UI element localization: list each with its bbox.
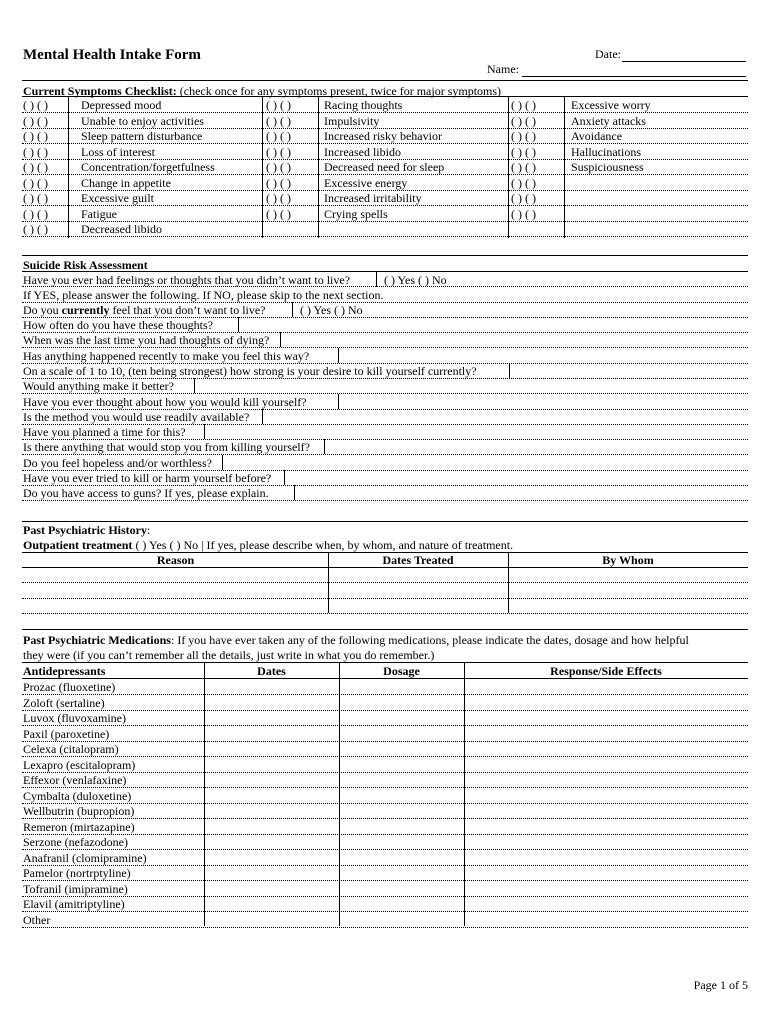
medication-dosage-field[interactable] xyxy=(340,696,463,710)
medications-intro-row xyxy=(23,633,689,647)
medication-dosage-field[interactable] xyxy=(340,711,463,725)
cell-divider xyxy=(339,662,340,926)
col-antidepressants: Antidepressants xyxy=(23,664,106,678)
medication-dates-field[interactable] xyxy=(205,804,338,818)
suicide-question: Would anything make it better? xyxy=(23,379,174,394)
medication-dates-field[interactable] xyxy=(205,835,338,849)
suicide-q1-answer[interactable]: ( ) Yes ( ) No xyxy=(384,273,447,287)
date-field[interactable] xyxy=(622,61,746,62)
cell-divider xyxy=(324,439,325,454)
medication-name: Elavil (amitriptyline) xyxy=(23,897,125,911)
suicide-question: How often do you have these thoughts? xyxy=(23,318,213,332)
medication-dates-field[interactable] xyxy=(205,727,338,741)
suicide-answer-field[interactable] xyxy=(224,455,748,469)
divider xyxy=(22,500,748,501)
symptom-label: Sleep pattern disturbance xyxy=(81,129,203,143)
medication-response-field[interactable] xyxy=(465,696,747,710)
symptom-checkbox[interactable]: ( ) ( ) xyxy=(23,113,48,128)
symptom-label: Increased risky behavior xyxy=(324,129,442,143)
medication-name: Effexor (venlafaxine) xyxy=(23,773,127,787)
medication-response-field[interactable] xyxy=(465,742,747,756)
suicide-answer-field[interactable] xyxy=(340,394,748,408)
suicide-question: Is the method you would use readily available? xyxy=(23,409,250,424)
medication-response-field[interactable] xyxy=(465,882,747,896)
symptom-checkbox[interactable]: ( ) ( ) xyxy=(511,144,536,159)
name-field[interactable] xyxy=(522,76,746,77)
medication-name: Paxil (paroxetine) xyxy=(23,726,110,741)
col-med-dates: Dates xyxy=(257,664,286,678)
cell-divider xyxy=(294,485,295,500)
cell-divider xyxy=(262,96,263,238)
symptoms-instruction: (check once for any symptoms present, twice for major symptoms) xyxy=(179,84,502,98)
medication-dosage-field[interactable] xyxy=(340,789,463,803)
cell-divider xyxy=(280,332,281,347)
divider xyxy=(22,236,748,237)
medications-heading: Past Psychiatric Medications xyxy=(23,633,171,647)
symptom-label: Impulsivity xyxy=(324,113,380,128)
symptom-label: Fatigue xyxy=(81,206,117,221)
symptom-checkbox[interactable]: ( ) ( ) xyxy=(23,144,48,159)
medication-name: Pamelor (nortrptyline) xyxy=(23,866,131,880)
suicide-heading: Suicide Risk Assessment xyxy=(23,258,148,272)
medication-name: Wellbutrin (bupropion) xyxy=(23,804,135,818)
medication-response-field[interactable] xyxy=(465,680,747,694)
col-response: Response/Side Effects xyxy=(550,664,662,678)
medication-dosage-field[interactable] xyxy=(340,897,463,911)
medication-name: Lexapro (escitalopram) xyxy=(23,757,136,772)
symptom-checkbox[interactable]: ( ) ( ) xyxy=(511,175,536,190)
medication-response-field[interactable] xyxy=(465,913,747,927)
divider xyxy=(22,271,748,272)
outpatient-row xyxy=(23,538,513,552)
medication-dates-field[interactable] xyxy=(205,742,338,756)
cell-divider xyxy=(318,96,319,238)
suicide-answer-field[interactable] xyxy=(206,424,748,438)
suicide-question: Do you have access to guns? If yes, please explain. xyxy=(23,486,269,501)
symptom-checkbox[interactable]: ( ) ( ) xyxy=(23,175,48,190)
symptom-checkbox[interactable]: ( ) ( ) xyxy=(266,113,291,128)
divider xyxy=(22,255,748,256)
form-title: Mental Health Intake Form xyxy=(23,47,201,63)
divider xyxy=(22,678,748,679)
cell-divider xyxy=(204,424,205,439)
suicide-answer-field[interactable] xyxy=(282,332,748,346)
medication-response-field[interactable] xyxy=(465,804,747,818)
symptom-label: Depressed mood xyxy=(81,98,162,112)
cell-divider xyxy=(508,96,509,238)
cell-divider xyxy=(376,272,377,287)
history-dates-field[interactable] xyxy=(329,568,508,613)
col-dates-treated: Dates Treated xyxy=(382,553,454,567)
history-reason-field[interactable] xyxy=(23,568,328,613)
symptom-checkbox[interactable]: ( ) ( ) xyxy=(511,113,536,128)
suicide-question: On a scale of 1 to 10, (ten being strongest) how strong is your desire to kill yourself currently? xyxy=(23,363,477,378)
history-heading-row xyxy=(23,523,150,537)
symptom-label: Unable to enjoy activities xyxy=(81,113,204,128)
symptom-label: Loss of interest xyxy=(81,144,155,159)
symptom-label: Excessive worry xyxy=(571,98,651,112)
symptom-label: Change in appetite xyxy=(81,175,171,190)
cell-divider xyxy=(68,96,69,238)
symptom-label: Decreased libido xyxy=(81,222,162,236)
symptom-checkbox[interactable]: ( ) ( ) xyxy=(23,98,48,112)
medication-dates-field[interactable] xyxy=(205,711,338,725)
symptom-checkbox[interactable]: ( ) ( ) xyxy=(23,160,48,174)
symptom-checkbox[interactable]: ( ) ( ) xyxy=(266,175,291,190)
suicide-answer-field[interactable] xyxy=(296,485,748,499)
symptom-checkbox[interactable]: ( ) ( ) xyxy=(511,160,536,174)
col-dosage: Dosage xyxy=(383,664,420,678)
divider xyxy=(22,96,748,97)
suicide-answer-field[interactable] xyxy=(326,439,748,453)
cell-divider xyxy=(338,348,339,363)
medication-name: Luvox (fluvoxamine) xyxy=(23,711,126,725)
medication-dates-field[interactable] xyxy=(205,820,338,834)
outpatient-text[interactable]: ( ) Yes ( ) No | If yes, please describe when, by whom, and nature of treatment. xyxy=(132,538,514,552)
suicide-q2-emphasis: currently xyxy=(61,303,110,317)
cell-divider xyxy=(238,317,239,332)
symptom-label: Crying spells xyxy=(324,206,388,221)
medication-response-field[interactable] xyxy=(465,711,747,725)
symptom-checkbox[interactable]: ( ) ( ) xyxy=(23,191,48,205)
symptom-label: Increased irritability xyxy=(324,191,422,205)
suicide-question: Has anything happened recently to make you feel this way? xyxy=(23,348,310,363)
medication-response-field[interactable] xyxy=(465,820,747,834)
cell-divider xyxy=(338,394,339,409)
suicide-q1-note: If YES, please answer the following. If NO, please skip to the next section. xyxy=(23,288,384,302)
medication-dates-field[interactable] xyxy=(205,789,338,803)
medication-dosage-field[interactable] xyxy=(340,882,463,896)
medication-name: Tofranil (imipramine) xyxy=(23,881,128,896)
symptom-label: Anxiety attacks xyxy=(571,113,646,128)
suicide-answer-field[interactable] xyxy=(196,378,748,392)
cell-divider xyxy=(509,363,510,378)
suicide-q2-post: feel that you don’t want to live? xyxy=(109,303,266,317)
symptom-checkbox[interactable]: ( ) ( ) xyxy=(23,206,48,221)
date-label: Date: xyxy=(595,47,621,61)
suicide-question: Have you ever tried to kill or harm yourself before? xyxy=(23,471,272,485)
medication-dates-field[interactable] xyxy=(205,680,338,694)
col-by-whom: By Whom xyxy=(602,553,654,567)
medication-response-field[interactable] xyxy=(465,897,747,911)
medication-dosage-field[interactable] xyxy=(340,835,463,849)
cell-divider xyxy=(464,662,465,926)
suicide-q2-pre: Do you xyxy=(23,303,62,317)
medication-dates-field[interactable] xyxy=(205,851,338,865)
medication-dosage-field[interactable] xyxy=(340,773,463,787)
medication-dates-field[interactable] xyxy=(205,696,338,710)
cell-divider xyxy=(204,662,205,926)
medication-dosage-field[interactable] xyxy=(340,758,463,772)
outpatient-label: Outpatient treatment xyxy=(23,538,133,552)
divider xyxy=(22,521,748,522)
medication-dosage-field[interactable] xyxy=(340,851,463,865)
medication-dates-field[interactable] xyxy=(205,882,338,896)
suicide-answer-field[interactable] xyxy=(340,348,748,362)
medication-response-field[interactable] xyxy=(465,758,747,772)
suicide-q2-answer[interactable]: ( ) Yes ( ) No xyxy=(300,303,363,317)
history-heading: Past Psychiatric History xyxy=(23,523,147,537)
symptom-checkbox[interactable]: ( ) ( ) xyxy=(511,129,536,143)
medication-dosage-field[interactable] xyxy=(340,680,463,694)
medications-intro-1: : If you have ever taken any of the following medications, please indicate the dates, dosage and how helpful xyxy=(170,633,689,647)
symptom-checkbox[interactable]: ( ) ( ) xyxy=(23,222,48,236)
medication-response-field[interactable] xyxy=(465,773,747,787)
symptom-checkbox[interactable]: ( ) ( ) xyxy=(23,129,48,143)
col-reason: Reason xyxy=(156,553,195,567)
medication-name: Anafranil (clomipramine) xyxy=(23,850,147,865)
suicide-answer-field[interactable] xyxy=(240,317,748,331)
cell-divider xyxy=(564,96,565,238)
symptom-checkbox[interactable]: ( ) ( ) xyxy=(266,129,291,143)
symptom-checkbox[interactable]: ( ) ( ) xyxy=(511,98,536,112)
symptom-label: Increased libido xyxy=(324,144,401,159)
medication-dosage-field[interactable] xyxy=(340,866,463,880)
cell-divider xyxy=(262,409,263,424)
medication-dates-field[interactable] xyxy=(205,758,338,772)
suicide-q2 xyxy=(23,303,266,317)
symptom-label: Avoidance xyxy=(571,129,623,143)
symptom-label: Decreased need for sleep xyxy=(324,160,445,174)
symptoms-heading: Current Symptoms Checklist: xyxy=(23,84,177,98)
symptom-checkbox[interactable]: ( ) ( ) xyxy=(266,160,291,174)
medication-dosage-field[interactable] xyxy=(340,742,463,756)
medication-dosage-field[interactable] xyxy=(340,820,463,834)
symptom-checkbox[interactable]: ( ) ( ) xyxy=(511,191,536,205)
history-heading-colon: : xyxy=(146,523,151,537)
symptom-checkbox[interactable]: ( ) ( ) xyxy=(511,206,536,221)
symptom-label: Suspiciousness xyxy=(571,160,644,174)
name-label: Name: xyxy=(487,62,519,76)
medication-dates-field[interactable] xyxy=(205,773,338,787)
symptom-checkbox[interactable]: ( ) ( ) xyxy=(266,206,291,221)
suicide-question: Do you feel hopeless and/or worthless? xyxy=(23,455,212,470)
medication-response-field[interactable] xyxy=(465,866,747,880)
page-number: Page 1 of 5 xyxy=(693,978,748,992)
suicide-question: Have you planned a time for this? xyxy=(23,425,186,440)
divider xyxy=(22,629,748,630)
suicide-question: When was the last time you had thoughts of dying? xyxy=(23,333,270,348)
medication-response-field[interactable] xyxy=(465,727,747,741)
medication-dates-field[interactable] xyxy=(205,897,338,911)
medication-response-field[interactable] xyxy=(465,851,747,865)
history-whom-field[interactable] xyxy=(509,568,748,613)
cell-divider xyxy=(222,455,223,470)
suicide-answer-field[interactable] xyxy=(264,409,748,423)
medication-name: Celexa (citalopram) xyxy=(23,742,119,756)
medication-response-field[interactable] xyxy=(465,789,747,803)
symptom-label: Concentration/forgetfulness xyxy=(81,160,215,174)
medication-dates-field[interactable] xyxy=(205,866,338,880)
symptom-checkbox[interactable]: ( ) ( ) xyxy=(266,191,291,205)
medication-dates-field[interactable] xyxy=(205,913,338,927)
symptom-label: Excessive guilt xyxy=(81,191,154,205)
suicide-answer-field[interactable] xyxy=(511,363,748,377)
medication-dosage-field[interactable] xyxy=(340,804,463,818)
divider xyxy=(22,286,748,287)
medication-name: Serzone (nefazodone) xyxy=(23,835,128,849)
medication-response-field[interactable] xyxy=(465,835,747,849)
divider xyxy=(22,662,748,663)
cell-divider xyxy=(194,378,195,393)
divider xyxy=(22,613,748,614)
symptom-label: Hallucinations xyxy=(571,144,641,159)
suicide-question: Have you ever thought about how you would kill yourself? xyxy=(23,394,307,409)
medications-intro-2: they were (if you can’t remember all the details, just write in what you do remember.) xyxy=(23,648,435,662)
symptom-label: Racing thoughts xyxy=(324,98,403,112)
symptom-label: Excessive energy xyxy=(324,175,408,190)
medication-dosage-field[interactable] xyxy=(340,727,463,741)
suicide-question: Is there anything that would stop you from killing yourself? xyxy=(23,440,310,455)
suicide-q1: Have you ever had feelings or thoughts that you didn’t want to live? xyxy=(23,273,351,287)
medication-name: Remeron (mirtazapine) xyxy=(23,819,135,834)
symptom-checkbox[interactable]: ( ) ( ) xyxy=(266,98,291,112)
medication-name: Other xyxy=(23,912,51,927)
medication-name: Zoloft (sertaline) xyxy=(23,695,105,710)
divider xyxy=(22,927,748,928)
suicide-answer-field[interactable] xyxy=(286,470,748,484)
medication-name: Prozac (fluoxetine) xyxy=(23,680,116,694)
medication-name: Cymbalta (duloxetine) xyxy=(23,788,132,803)
symptom-checkbox[interactable]: ( ) ( ) xyxy=(266,144,291,159)
cell-divider xyxy=(284,470,285,485)
divider xyxy=(22,80,748,81)
cell-divider xyxy=(292,302,293,317)
medication-dosage-field[interactable] xyxy=(340,913,463,927)
